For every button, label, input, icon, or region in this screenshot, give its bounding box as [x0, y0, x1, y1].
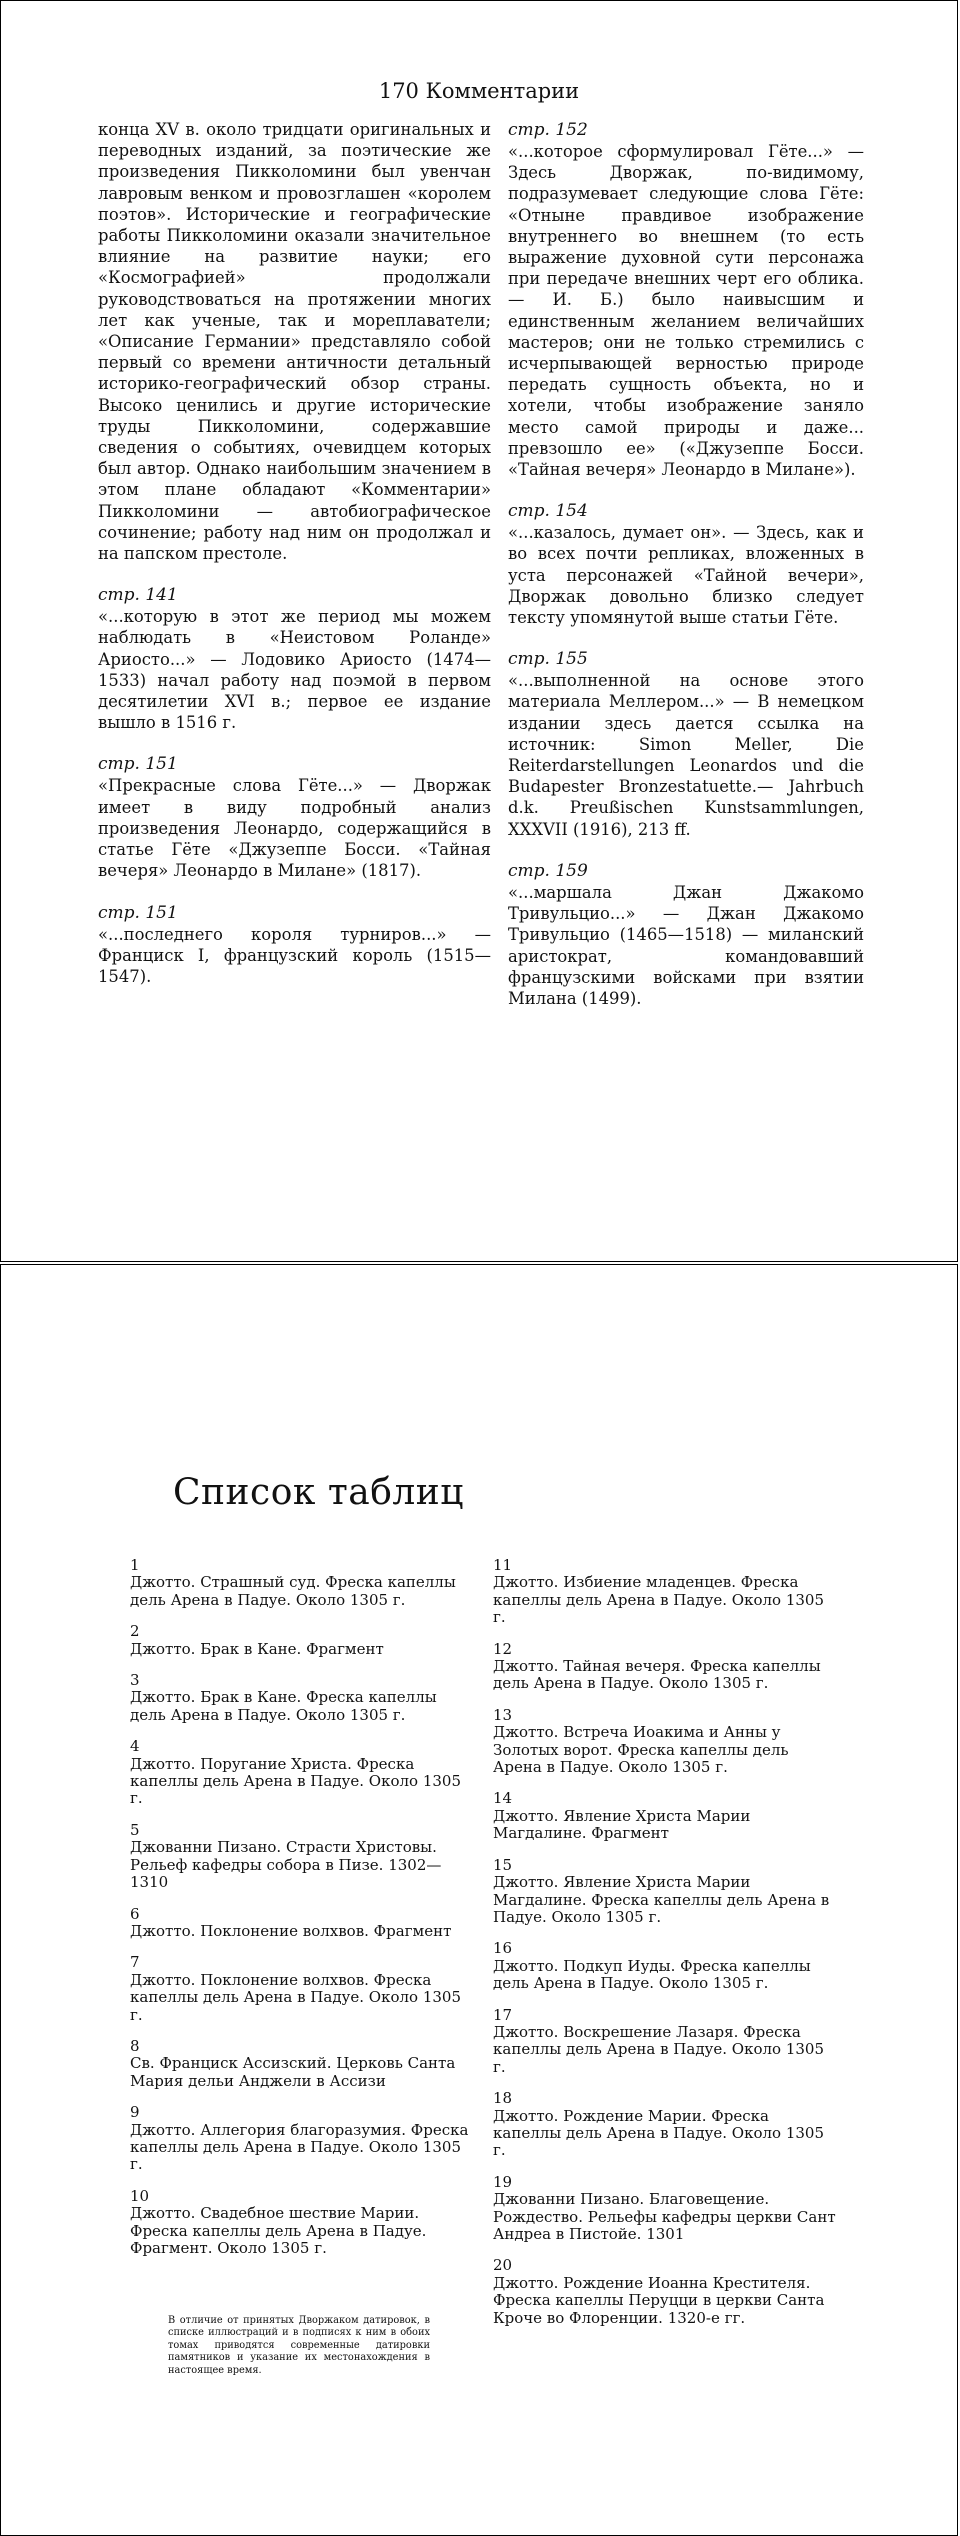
commentary-entry	[508, 500, 864, 628]
entry-text: конца XV в. около тридцати оригинальных и переводных изданий, за поэтические же произведения Пикколомини был увенчан лавровым венком и провозглашен «королем поэтов». Исторические и географические работы Пикколомини оказали значительное влияние на развитие науки; его «Космографией» продолжали руководствоваться на протяжении многих лет как ученые, так и мореплаватели; «Описание Германии» представляло собой первый со времени античности детальный историко-географический обзор страны. Высоко ценились и другие исторические труды Пикколомини, содержавшие сведения о событиях, очевидцем которых был автор. Однако наибольшим значением в этом плане обладают «Комментарии» Пикколомини — автобиографическое сочинение; работу над ним он продолжал и на папском престоле.	[98, 120, 491, 564]
plate-number: 1	[130, 1556, 140, 1574]
list-item	[493, 2007, 838, 2077]
plate-number: 12	[493, 1639, 513, 1658]
list-item	[130, 2104, 474, 2174]
list-item	[493, 2090, 838, 2160]
plate-caption: Джотто. Встреча Иоакима и Анны у Золотых ворот. Фреска капеллы дель Арена в Падуе. Около 1305 г.	[493, 1723, 789, 1777]
list-item	[130, 1906, 474, 1941]
list-item	[130, 1738, 474, 1808]
commentary-entry	[98, 902, 491, 988]
plate-number: 20	[493, 2256, 513, 2275]
plates-right-column	[493, 1557, 838, 2341]
plate-caption: Джотто. Подкуп Иуды. Фреска капеллы дель Арена в Падуе. Около 1305 г.	[493, 1956, 811, 1993]
plate-number: 16	[493, 1939, 513, 1958]
list-item	[493, 1557, 838, 1627]
plate-caption: Джотто. Брак в Кане. Фреска капеллы дель Арена в Падуе. Около 1305 г.	[130, 1688, 437, 1724]
commentary-entry	[98, 753, 491, 881]
plate-number: 18	[493, 2089, 513, 2108]
plate-number: 10	[130, 2186, 150, 2205]
plate-number: 11	[493, 1556, 513, 1574]
page-170	[0, 0, 958, 1262]
plate-caption: Джотто. Брак в Кане. Фрагмент	[130, 1639, 384, 1658]
page-reference: стр. 141	[98, 585, 178, 606]
entry-text: «...маршала Джан Джакомо Тривульцио...» — Джан Джакомо Тривульцио (1465—1518) — миланский аристократ, командовавший французскими войсками при взятии Милана (1499).	[508, 882, 864, 1008]
plate-number: 7	[130, 1953, 140, 1972]
list-item	[493, 1790, 838, 1842]
plate-caption: Джотто. Поклонение волхвов. Фрагмент	[130, 1921, 452, 1940]
list-item	[130, 1557, 474, 1609]
list-item	[493, 1707, 838, 1777]
commentary-entry	[98, 584, 491, 733]
commentary-entry	[98, 119, 491, 564]
plate-caption: Джотто. Страшный суд. Фреска капеллы дель Арена в Падуе. Около 1305 г.	[130, 1573, 456, 1609]
plate-number: 5	[130, 1820, 140, 1839]
list-item	[493, 2174, 838, 2244]
list-item	[130, 2038, 474, 2090]
plate-caption: Джованни Пизано. Страсти Христовы. Рельеф кафедры собора в Пизе. 1302—1310	[130, 1838, 442, 1892]
page-reference: стр. 151	[98, 754, 178, 775]
list-item	[493, 1857, 838, 1927]
list-item	[130, 1822, 474, 1892]
list-item	[130, 1623, 474, 1658]
plate-number: 14	[493, 1789, 513, 1808]
plate-number: 8	[130, 2036, 140, 2055]
right-column	[508, 119, 864, 1009]
plate-number: 6	[130, 1904, 140, 1923]
page-reference: стр. 159	[508, 860, 588, 881]
commentary-entry	[508, 119, 864, 480]
list-item	[493, 1641, 838, 1693]
plate-number: 2	[130, 1622, 140, 1641]
entry-text: «...последнего короля турниров...» — Франциск I, французский король (1515—1547).	[98, 924, 491, 986]
plate-caption: Джотто. Воскрешение Лазаря. Фреска капеллы дель Арена в Падуе. Около 1305 г.	[493, 2022, 824, 2076]
page-header: 170 Комментарии	[378, 79, 580, 103]
plate-number: 13	[493, 1705, 513, 1724]
page-reference: стр. 154	[508, 501, 588, 522]
plate-number: 3	[130, 1671, 140, 1690]
plate-caption: Джотто. Рождение Иоанна Крестителя. Фреска капеллы Перуцци в церкви Санта Кроче во Флоренции. 1320-е гг.	[493, 2273, 825, 2327]
plate-caption: Джотто. Свадебное шествие Марии. Фреска капеллы дель Арена в Падуе. Фрагмент. Около 1305 г.	[130, 2204, 427, 2257]
page-reference: стр. 155	[508, 649, 588, 670]
plate-number: 15	[493, 1855, 513, 1874]
left-column	[98, 119, 491, 987]
list-item	[493, 2257, 838, 2327]
entry-text: «...которое сформулировал Гёте...» — Здесь Дворжак, по-видимому, подразумевает следующие слова Гёте: «Отныне правдивое изображение внутреннего во внешнем (то есть выражение духовной сути персонажа при передаче внешних черт его облика. — И. Б.) было наивысшим и единственным желанием величайших мастеров; они не только стремились с исчерпывающей верностью природе передать сущность объекта, но и хотели, чтобы изображение заняло место самой природы и даже... превзошло ее» («Джузеппе Босси. «Тайная вечеря» Леонардо в Милане»).	[508, 142, 864, 480]
entry-text: «...казалось, думает он». — Здесь, как и во всех почти репликах, вложенных в уста персонажей «Тайной вечери», Дворжак довольно близко следует тексту упомянутой выше статьи Гёте.	[508, 523, 864, 628]
plate-number: 17	[493, 2005, 513, 2024]
plate-caption: Джотто. Поругание Христа. Фреска капеллы дель Арена в Падуе. Около 1305 г.	[130, 1754, 461, 1808]
plate-caption: Джотто. Поклонение волхвов. Фреска капеллы дель Арена в Падуе. Около 1305 г.	[130, 1970, 461, 2024]
plate-caption: Джотто. Аллегория благоразумия. Фреска капеллы дель Арена в Падуе. Около 1305 г.	[130, 2120, 469, 2174]
footnote: В отличие от принятых Дворжаком датировок, в списке иллюстраций и в подписях к ним в обоих томах приводятся современные датировки памятников и указание их местонахождения в настоящее время.	[168, 2315, 430, 2376]
list-item	[130, 2188, 474, 2258]
plate-number: 9	[130, 2103, 140, 2122]
commentary-entry	[508, 648, 864, 840]
entry-text: «...которую в этот же период мы можем наблюдать в «Неистовом Роланде» Ариосто...» — Лодовико Ариосто (1474—1533) начал работу над поэмой в первом десятилетии XVI в.; первое ее издание вышло в 1516 г.	[98, 607, 491, 733]
plate-caption: Джованни Пизано. Благовещение. Рождество. Рельефы кафедры церкви Сант Андреа в Пистойе. 1301	[493, 2190, 836, 2243]
entry-text: «Прекрасные слова Гёте...» — Дворжак имеет в виду подробный анализ произведения Леонардо, содержащийся в статье Гёте «Джузеппе Босси. «Тайная вечеря» Леонардо в Милане» (1817).	[98, 776, 491, 881]
page-reference: стр. 152	[508, 120, 588, 140]
plate-caption: Св. Франциск Ассизский. Церковь Санта Мария дельи Анджели в Ассизи	[130, 2054, 456, 2090]
commentary-entry	[508, 860, 864, 1009]
plates-left-column	[130, 1557, 474, 2271]
plate-number: 19	[493, 2172, 513, 2191]
plate-caption: Джотто. Избиение младенцев. Фреска капеллы дель Арена в Падуе. Около 1305 г.	[493, 1573, 824, 1627]
plate-caption: Джотто. Явление Христа Марии Магдалине. Фреска капеллы дель Арена в Падуе. Около 1305 г.	[493, 1873, 830, 1926]
plate-caption: Джотто. Явление Христа Марии Магдалине. Фрагмент	[493, 1806, 751, 1843]
list-item	[493, 1940, 838, 1992]
list-item	[130, 1954, 474, 2024]
plate-number: 4	[130, 1737, 140, 1756]
section-title: Список таблиц	[173, 1472, 464, 1513]
page-reference: стр. 151	[98, 902, 178, 923]
entry-text: «...выполненной на основе этого материала Меллером...» — В немецком издании здесь дается ссылка на источник: Simon Meller, Die Reiterdarstellungen Leonardos und die Budapester Bronzestatuette.— Jahrbuch d.k. Preußischen Kunstsammlungen, XXXVII (1916), 213 ff.	[508, 671, 864, 839]
plate-caption: Джотто. Рождение Марии. Фреска капеллы дель Арена в Падуе. Около 1305 г.	[493, 2106, 824, 2160]
plate-caption: Джотто. Тайная вечеря. Фреска капеллы дель Арена в Падуе. Около 1305 г.	[493, 1657, 821, 1693]
list-item	[130, 1672, 474, 1724]
